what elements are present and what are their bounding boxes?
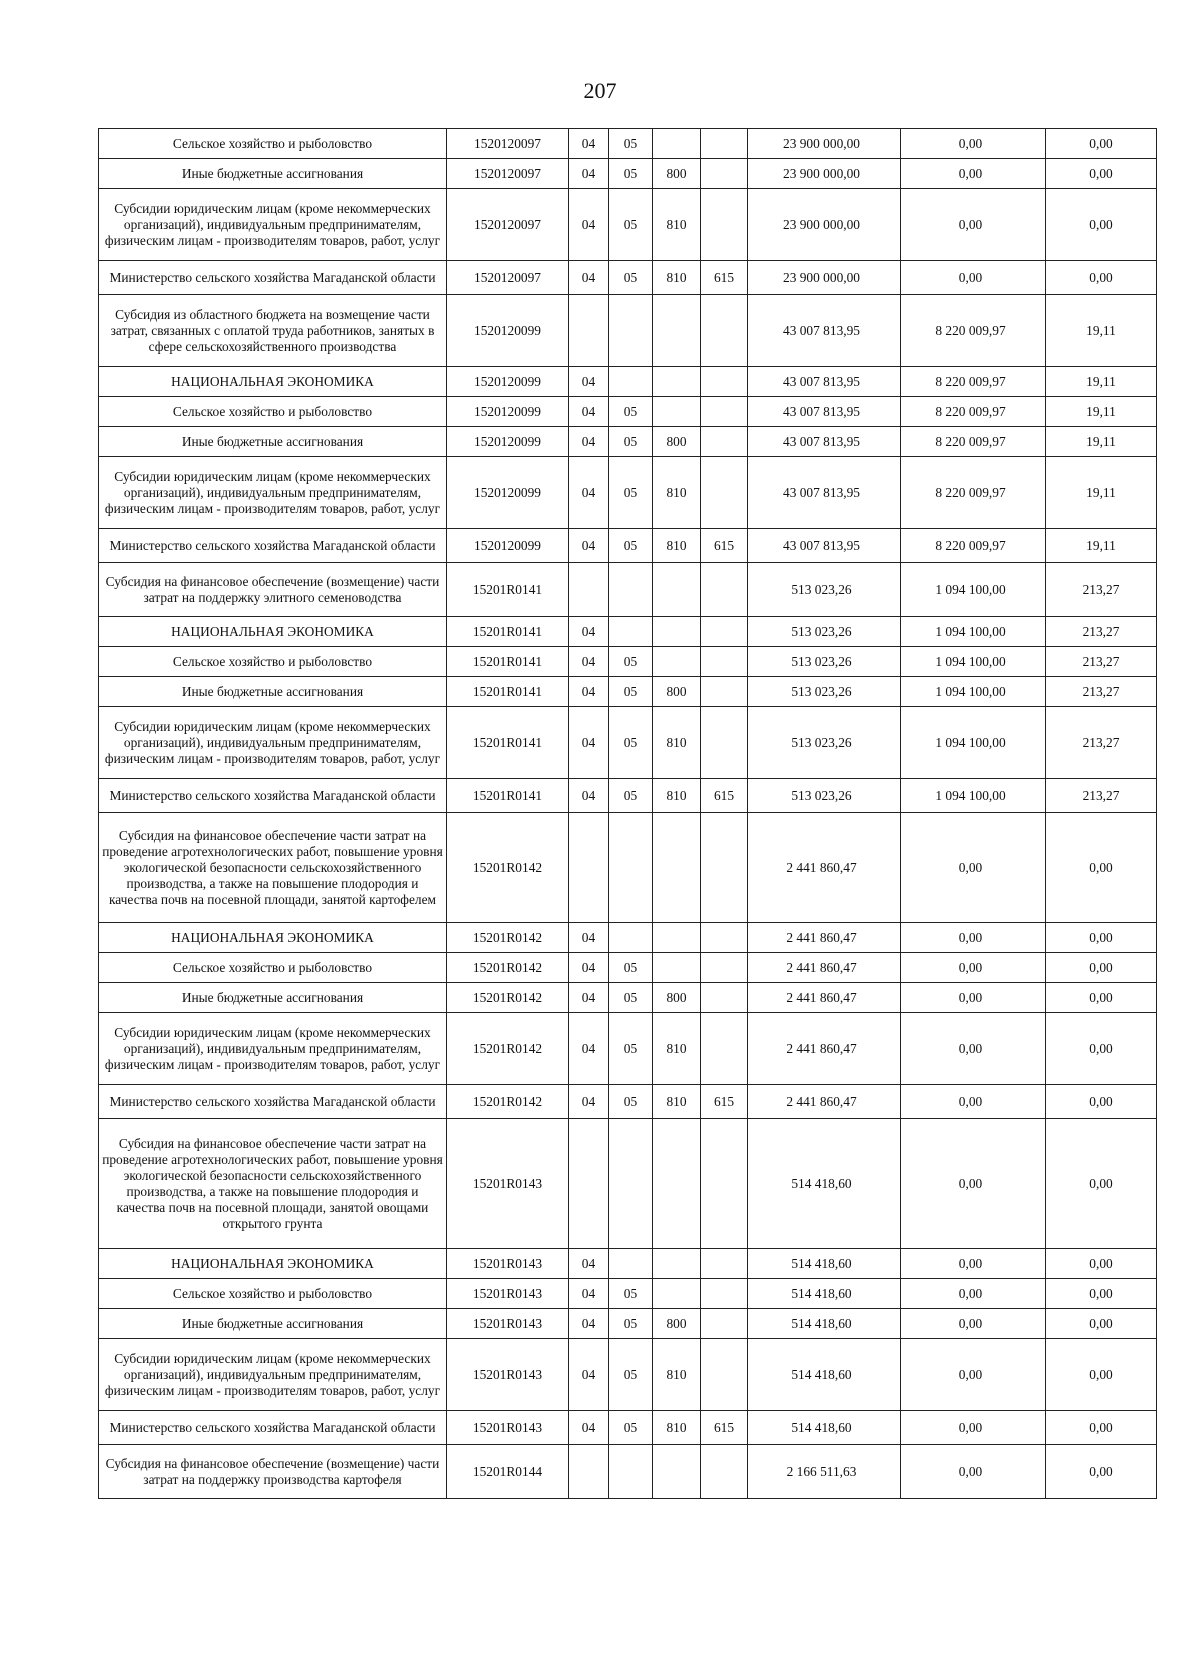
- cell-amount-planned: 514 418,60: [748, 1249, 901, 1279]
- cell-target-code: 15201R0141: [447, 617, 569, 647]
- cell-percent: 213,27: [1046, 707, 1157, 779]
- cell-subsection: 05: [609, 1085, 653, 1119]
- cell-amount-planned: 43 007 813,95: [748, 397, 901, 427]
- cell-amount-planned: 2 441 860,47: [748, 813, 901, 923]
- cell-item-name: Субсидии юридическим лицам (кроме некоммерческих организаций), индивидуальным предпринимателям, физическим лицам - производителям товаров, работ, услуг: [99, 707, 447, 779]
- cell-amount-planned: 513 023,26: [748, 779, 901, 813]
- cell-subsection: 05: [609, 779, 653, 813]
- cell-percent: 19,11: [1046, 397, 1157, 427]
- cell-administrator-code: [701, 1119, 748, 1249]
- cell-amount-planned: 513 023,26: [748, 707, 901, 779]
- cell-section: 04: [569, 529, 609, 563]
- cell-item-name: НАЦИОНАЛЬНАЯ ЭКОНОМИКА: [99, 923, 447, 953]
- cell-item-name: Министерство сельского хозяйства Магаданской области: [99, 779, 447, 813]
- page-number: 207: [583, 78, 617, 103]
- cell-expense-type: [653, 1249, 701, 1279]
- cell-amount-planned: 514 418,60: [748, 1339, 901, 1411]
- cell-percent: 0,00: [1046, 1249, 1157, 1279]
- cell-subsection: 05: [609, 1411, 653, 1445]
- cell-expense-type: [653, 129, 701, 159]
- cell-section: [569, 1445, 609, 1499]
- cell-percent: 0,00: [1046, 189, 1157, 261]
- cell-expense-type: 810: [653, 1013, 701, 1085]
- table-row: [99, 1249, 1157, 1279]
- cell-expense-type: [653, 1119, 701, 1249]
- cell-amount-executed: 8 220 009,97: [901, 397, 1046, 427]
- cell-percent: 213,27: [1046, 779, 1157, 813]
- cell-expense-type: [653, 1445, 701, 1499]
- cell-amount-planned: 513 023,26: [748, 563, 901, 617]
- cell-percent: 19,11: [1046, 295, 1157, 367]
- cell-amount-planned: 513 023,26: [748, 647, 901, 677]
- cell-administrator-code: [701, 457, 748, 529]
- cell-amount-executed: 0,00: [901, 813, 1046, 923]
- table-row: [99, 427, 1157, 457]
- table-row: [99, 1411, 1157, 1445]
- cell-percent: 0,00: [1046, 159, 1157, 189]
- cell-percent: 0,00: [1046, 813, 1157, 923]
- cell-percent: 0,00: [1046, 261, 1157, 295]
- cell-item-name: Министерство сельского хозяйства Магаданской области: [99, 529, 447, 563]
- cell-amount-executed: 0,00: [901, 1013, 1046, 1085]
- cell-expense-type: 810: [653, 261, 701, 295]
- budget-table: [98, 128, 1157, 1499]
- table-row: [99, 923, 1157, 953]
- cell-subsection: [609, 367, 653, 397]
- cell-percent: 0,00: [1046, 1119, 1157, 1249]
- cell-amount-planned: 514 418,60: [748, 1309, 901, 1339]
- cell-item-name: Субсидия на финансовое обеспечение части затрат на проведение агротехнологических работ, повышение уровня экологической безопасности сельскохозяйственного производства, а также на повышение плодородия и качества почв на посевной площади, занятой картофелем: [99, 813, 447, 923]
- cell-item-name: Сельское хозяйство и рыболовство: [99, 647, 447, 677]
- cell-administrator-code: 615: [701, 1411, 748, 1445]
- cell-section: 04: [569, 1279, 609, 1309]
- cell-expense-type: 800: [653, 159, 701, 189]
- cell-amount-executed: 0,00: [901, 1249, 1046, 1279]
- cell-percent: 0,00: [1046, 1445, 1157, 1499]
- cell-administrator-code: [701, 1013, 748, 1085]
- cell-subsection: [609, 295, 653, 367]
- cell-item-name: Субсидии юридическим лицам (кроме некоммерческих организаций), индивидуальным предпринимателям, физическим лицам - производителям товаров, работ, услуг: [99, 457, 447, 529]
- cell-target-code: 1520120099: [447, 529, 569, 563]
- cell-subsection: 05: [609, 677, 653, 707]
- cell-expense-type: [653, 617, 701, 647]
- cell-percent: 0,00: [1046, 1013, 1157, 1085]
- table-row: [99, 397, 1157, 427]
- cell-section: 04: [569, 159, 609, 189]
- cell-item-name: Субсидия на финансовое обеспечение (возмещение) части затрат на поддержку производства картофеля: [99, 1445, 447, 1499]
- cell-administrator-code: [701, 129, 748, 159]
- cell-section: 04: [569, 953, 609, 983]
- cell-amount-planned: 2 441 860,47: [748, 923, 901, 953]
- cell-amount-executed: 8 220 009,97: [901, 367, 1046, 397]
- cell-item-name: Иные бюджетные ассигнования: [99, 1309, 447, 1339]
- cell-item-name: Субсидии юридическим лицам (кроме некоммерческих организаций), индивидуальным предпринимателям, физическим лицам - производителям товаров, работ, услуг: [99, 1339, 447, 1411]
- cell-section: [569, 563, 609, 617]
- cell-amount-planned: 23 900 000,00: [748, 189, 901, 261]
- cell-expense-type: 810: [653, 457, 701, 529]
- cell-subsection: 05: [609, 1279, 653, 1309]
- cell-subsection: 05: [609, 707, 653, 779]
- cell-amount-executed: 8 220 009,97: [901, 529, 1046, 563]
- cell-percent: 0,00: [1046, 1339, 1157, 1411]
- cell-administrator-code: [701, 295, 748, 367]
- cell-amount-executed: 0,00: [901, 261, 1046, 295]
- cell-subsection: 05: [609, 1013, 653, 1085]
- cell-administrator-code: 615: [701, 529, 748, 563]
- cell-subsection: [609, 1119, 653, 1249]
- cell-section: 04: [569, 707, 609, 779]
- cell-expense-type: 800: [653, 983, 701, 1013]
- cell-subsection: [609, 1445, 653, 1499]
- cell-target-code: 1520120099: [447, 457, 569, 529]
- table-row: [99, 1339, 1157, 1411]
- cell-administrator-code: 615: [701, 1085, 748, 1119]
- cell-target-code: 1520120099: [447, 295, 569, 367]
- cell-administrator-code: [701, 677, 748, 707]
- cell-amount-executed: 0,00: [901, 1279, 1046, 1309]
- cell-amount-planned: 43 007 813,95: [748, 367, 901, 397]
- cell-section: 04: [569, 1013, 609, 1085]
- table-row: [99, 1013, 1157, 1085]
- cell-section: 04: [569, 457, 609, 529]
- cell-subsection: [609, 1249, 653, 1279]
- cell-item-name: Иные бюджетные ассигнования: [99, 159, 447, 189]
- cell-administrator-code: [701, 1279, 748, 1309]
- cell-amount-planned: 2 441 860,47: [748, 1013, 901, 1085]
- cell-subsection: 05: [609, 189, 653, 261]
- cell-amount-executed: 0,00: [901, 1085, 1046, 1119]
- cell-expense-type: 810: [653, 529, 701, 563]
- cell-administrator-code: [701, 953, 748, 983]
- cell-target-code: 15201R0142: [447, 1085, 569, 1119]
- cell-target-code: 15201R0142: [447, 1013, 569, 1085]
- cell-percent: 213,27: [1046, 677, 1157, 707]
- cell-section: 04: [569, 1309, 609, 1339]
- table-row: [99, 261, 1157, 295]
- cell-percent: 0,00: [1046, 983, 1157, 1013]
- budget-table-body: [99, 129, 1157, 1499]
- table-row: [99, 529, 1157, 563]
- cell-amount-planned: 23 900 000,00: [748, 129, 901, 159]
- cell-expense-type: [653, 367, 701, 397]
- cell-item-name: Министерство сельского хозяйства Магаданской области: [99, 261, 447, 295]
- cell-expense-type: 810: [653, 779, 701, 813]
- cell-amount-executed: 0,00: [901, 1119, 1046, 1249]
- cell-section: 04: [569, 647, 609, 677]
- table-row: [99, 779, 1157, 813]
- cell-expense-type: 810: [653, 1411, 701, 1445]
- cell-target-code: 15201R0141: [447, 563, 569, 617]
- cell-amount-planned: 23 900 000,00: [748, 159, 901, 189]
- cell-expense-type: 810: [653, 1339, 701, 1411]
- cell-amount-planned: 513 023,26: [748, 677, 901, 707]
- cell-administrator-code: [701, 189, 748, 261]
- cell-target-code: 15201R0142: [447, 953, 569, 983]
- cell-target-code: 15201R0141: [447, 707, 569, 779]
- cell-section: 04: [569, 983, 609, 1013]
- cell-administrator-code: [701, 1249, 748, 1279]
- cell-subsection: 05: [609, 1309, 653, 1339]
- cell-percent: 19,11: [1046, 529, 1157, 563]
- cell-item-name: Иные бюджетные ассигнования: [99, 983, 447, 1013]
- cell-administrator-code: [701, 397, 748, 427]
- cell-administrator-code: [701, 983, 748, 1013]
- cell-subsection: 05: [609, 647, 653, 677]
- cell-subsection: [609, 563, 653, 617]
- cell-item-name: Субсидии юридическим лицам (кроме некоммерческих организаций), индивидуальным предпринимателям, физическим лицам - производителям товаров, работ, услуг: [99, 1013, 447, 1085]
- cell-target-code: 1520120097: [447, 129, 569, 159]
- cell-administrator-code: [701, 1339, 748, 1411]
- cell-amount-planned: 2 441 860,47: [748, 983, 901, 1013]
- cell-item-name: НАЦИОНАЛЬНАЯ ЭКОНОМИКА: [99, 1249, 447, 1279]
- cell-item-name: Сельское хозяйство и рыболовство: [99, 953, 447, 983]
- cell-amount-planned: 23 900 000,00: [748, 261, 901, 295]
- cell-item-name: Сельское хозяйство и рыболовство: [99, 1279, 447, 1309]
- cell-amount-executed: 1 094 100,00: [901, 563, 1046, 617]
- cell-percent: 0,00: [1046, 923, 1157, 953]
- cell-administrator-code: [701, 1445, 748, 1499]
- cell-item-name: Сельское хозяйство и рыболовство: [99, 397, 447, 427]
- cell-expense-type: 810: [653, 189, 701, 261]
- cell-administrator-code: [701, 427, 748, 457]
- cell-subsection: 05: [609, 983, 653, 1013]
- cell-item-name: Субсидия из областного бюджета на возмещение части затрат, связанных с оплатой труда работников, занятых в сфере сельскохозяйственного производства: [99, 295, 447, 367]
- cell-section: 04: [569, 189, 609, 261]
- cell-section: [569, 1119, 609, 1249]
- cell-administrator-code: [701, 707, 748, 779]
- cell-expense-type: 810: [653, 707, 701, 779]
- cell-amount-planned: 2 441 860,47: [748, 953, 901, 983]
- cell-target-code: 1520120099: [447, 367, 569, 397]
- cell-amount-executed: 1 094 100,00: [901, 779, 1046, 813]
- cell-amount-planned: 513 023,26: [748, 617, 901, 647]
- cell-section: 04: [569, 129, 609, 159]
- cell-administrator-code: [701, 647, 748, 677]
- cell-amount-executed: 0,00: [901, 189, 1046, 261]
- cell-amount-executed: 1 094 100,00: [901, 647, 1046, 677]
- cell-item-name: Министерство сельского хозяйства Магаданской области: [99, 1085, 447, 1119]
- cell-target-code: 1520120099: [447, 397, 569, 427]
- cell-expense-type: [653, 397, 701, 427]
- cell-subsection: 05: [609, 457, 653, 529]
- cell-percent: 0,00: [1046, 1279, 1157, 1309]
- cell-amount-planned: 514 418,60: [748, 1411, 901, 1445]
- cell-amount-executed: 0,00: [901, 1411, 1046, 1445]
- cell-amount-planned: 43 007 813,95: [748, 457, 901, 529]
- cell-amount-executed: 0,00: [901, 159, 1046, 189]
- table-row: [99, 129, 1157, 159]
- cell-amount-executed: 8 220 009,97: [901, 427, 1046, 457]
- cell-expense-type: 810: [653, 1085, 701, 1119]
- cell-administrator-code: 615: [701, 779, 748, 813]
- cell-subsection: [609, 923, 653, 953]
- cell-target-code: 15201R0143: [447, 1411, 569, 1445]
- table-row: [99, 1309, 1157, 1339]
- cell-section: 04: [569, 427, 609, 457]
- cell-expense-type: 800: [653, 677, 701, 707]
- cell-expense-type: 800: [653, 427, 701, 457]
- cell-subsection: 05: [609, 261, 653, 295]
- cell-item-name: Иные бюджетные ассигнования: [99, 427, 447, 457]
- cell-section: [569, 813, 609, 923]
- cell-section: 04: [569, 261, 609, 295]
- table-row: [99, 1085, 1157, 1119]
- cell-amount-planned: 43 007 813,95: [748, 295, 901, 367]
- cell-section: 04: [569, 923, 609, 953]
- cell-percent: 213,27: [1046, 563, 1157, 617]
- cell-amount-executed: 8 220 009,97: [901, 457, 1046, 529]
- table-row: [99, 295, 1157, 367]
- cell-subsection: 05: [609, 159, 653, 189]
- table-row: [99, 953, 1157, 983]
- cell-administrator-code: [701, 563, 748, 617]
- cell-amount-planned: 2 166 511,63: [748, 1445, 901, 1499]
- cell-subsection: 05: [609, 953, 653, 983]
- cell-section: [569, 295, 609, 367]
- cell-expense-type: [653, 563, 701, 617]
- cell-amount-executed: 0,00: [901, 953, 1046, 983]
- cell-target-code: 15201R0143: [447, 1339, 569, 1411]
- cell-subsection: 05: [609, 397, 653, 427]
- table-row: [99, 813, 1157, 923]
- cell-item-name: Министерство сельского хозяйства Магаданской области: [99, 1411, 447, 1445]
- cell-amount-executed: 0,00: [901, 129, 1046, 159]
- cell-target-code: 1520120097: [447, 189, 569, 261]
- cell-amount-planned: 43 007 813,95: [748, 529, 901, 563]
- cell-expense-type: [653, 647, 701, 677]
- cell-percent: 0,00: [1046, 1411, 1157, 1445]
- cell-expense-type: [653, 295, 701, 367]
- cell-expense-type: [653, 813, 701, 923]
- cell-item-name: Субсидия на финансовое обеспечение (возмещение) части затрат на поддержку элитного семеноводства: [99, 563, 447, 617]
- cell-section: 04: [569, 367, 609, 397]
- cell-target-code: 15201R0141: [447, 647, 569, 677]
- table-row: [99, 647, 1157, 677]
- cell-amount-executed: 0,00: [901, 1445, 1046, 1499]
- cell-subsection: [609, 813, 653, 923]
- cell-target-code: 1520120097: [447, 159, 569, 189]
- table-row: [99, 617, 1157, 647]
- table-row: [99, 189, 1157, 261]
- cell-target-code: 15201R0141: [447, 779, 569, 813]
- cell-subsection: 05: [609, 427, 653, 457]
- cell-percent: 19,11: [1046, 427, 1157, 457]
- cell-administrator-code: [701, 159, 748, 189]
- table-row: [99, 677, 1157, 707]
- cell-administrator-code: [701, 617, 748, 647]
- cell-section: 04: [569, 779, 609, 813]
- cell-target-code: 1520120099: [447, 427, 569, 457]
- cell-section: 04: [569, 1249, 609, 1279]
- cell-amount-executed: 1 094 100,00: [901, 617, 1046, 647]
- cell-amount-executed: 8 220 009,97: [901, 295, 1046, 367]
- table-row: [99, 707, 1157, 779]
- cell-expense-type: 800: [653, 1309, 701, 1339]
- cell-item-name: НАЦИОНАЛЬНАЯ ЭКОНОМИКА: [99, 617, 447, 647]
- cell-amount-executed: 0,00: [901, 1339, 1046, 1411]
- cell-administrator-code: [701, 813, 748, 923]
- cell-amount-planned: 2 441 860,47: [748, 1085, 901, 1119]
- cell-amount-executed: 0,00: [901, 983, 1046, 1013]
- cell-target-code: 15201R0142: [447, 813, 569, 923]
- cell-amount-executed: 0,00: [901, 1309, 1046, 1339]
- cell-target-code: 15201R0143: [447, 1249, 569, 1279]
- cell-percent: 19,11: [1046, 367, 1157, 397]
- cell-item-name: Иные бюджетные ассигнования: [99, 677, 447, 707]
- cell-amount-executed: 1 094 100,00: [901, 707, 1046, 779]
- cell-item-name: НАЦИОНАЛЬНАЯ ЭКОНОМИКА: [99, 367, 447, 397]
- cell-amount-planned: 514 418,60: [748, 1279, 901, 1309]
- cell-expense-type: [653, 923, 701, 953]
- cell-section: 04: [569, 1411, 609, 1445]
- table-row: [99, 1445, 1157, 1499]
- cell-target-code: 15201R0142: [447, 983, 569, 1013]
- cell-section: 04: [569, 1339, 609, 1411]
- cell-subsection: 05: [609, 129, 653, 159]
- cell-target-code: 15201R0142: [447, 923, 569, 953]
- cell-percent: 0,00: [1046, 953, 1157, 983]
- cell-amount-executed: 1 094 100,00: [901, 677, 1046, 707]
- cell-amount-executed: 0,00: [901, 923, 1046, 953]
- cell-percent: 213,27: [1046, 617, 1157, 647]
- cell-subsection: [609, 617, 653, 647]
- cell-percent: 19,11: [1046, 457, 1157, 529]
- cell-percent: 0,00: [1046, 1085, 1157, 1119]
- cell-target-code: 15201R0141: [447, 677, 569, 707]
- cell-subsection: 05: [609, 529, 653, 563]
- cell-item-name: Сельское хозяйство и рыболовство: [99, 129, 447, 159]
- table-row: [99, 159, 1157, 189]
- cell-administrator-code: 615: [701, 261, 748, 295]
- cell-target-code: 15201R0143: [447, 1119, 569, 1249]
- cell-percent: 213,27: [1046, 647, 1157, 677]
- cell-expense-type: [653, 1279, 701, 1309]
- cell-target-code: 15201R0144: [447, 1445, 569, 1499]
- table-row: [99, 457, 1157, 529]
- cell-section: 04: [569, 1085, 609, 1119]
- cell-administrator-code: [701, 923, 748, 953]
- cell-expense-type: [653, 953, 701, 983]
- table-row: [99, 983, 1157, 1013]
- cell-target-code: 15201R0143: [447, 1279, 569, 1309]
- table-row: [99, 1279, 1157, 1309]
- table-row: [99, 367, 1157, 397]
- cell-target-code: 15201R0143: [447, 1309, 569, 1339]
- cell-item-name: Субсидии юридическим лицам (кроме некоммерческих организаций), индивидуальным предпринимателям, физическим лицам - производителям товаров, работ, услуг: [99, 189, 447, 261]
- cell-target-code: 1520120097: [447, 261, 569, 295]
- cell-percent: 0,00: [1046, 129, 1157, 159]
- table-row: [99, 563, 1157, 617]
- cell-administrator-code: [701, 367, 748, 397]
- cell-section: 04: [569, 677, 609, 707]
- cell-subsection: 05: [609, 1339, 653, 1411]
- cell-amount-planned: 43 007 813,95: [748, 427, 901, 457]
- cell-section: 04: [569, 397, 609, 427]
- cell-amount-planned: 514 418,60: [748, 1119, 901, 1249]
- cell-administrator-code: [701, 1309, 748, 1339]
- table-row: [99, 1119, 1157, 1249]
- cell-item-name: Субсидия на финансовое обеспечение части затрат на проведение агротехнологических работ, повышение уровня экологической безопасности сельскохозяйственного производства, а также на повышение плодородия и качества почв на посевной площади, занятой овощами открытого грунта: [99, 1119, 447, 1249]
- cell-section: 04: [569, 617, 609, 647]
- cell-percent: 0,00: [1046, 1309, 1157, 1339]
